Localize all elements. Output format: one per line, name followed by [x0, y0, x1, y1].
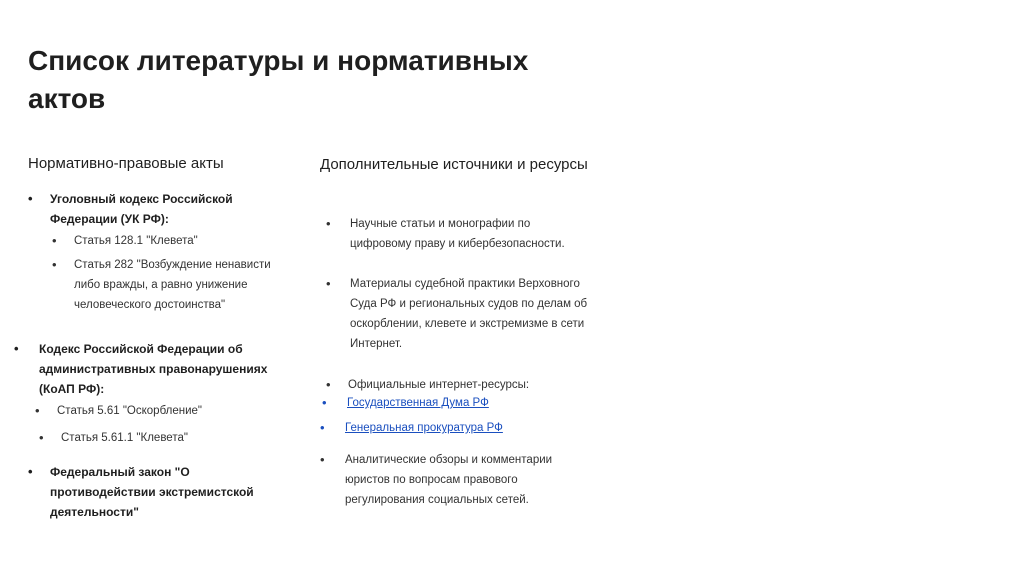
uk-article-2: Статья 282 "Возбуждение ненависти либо вражды, а равно унижение человеческого достоинства" — [74, 259, 271, 311]
left-column-heading: Нормативно-правовые акты — [28, 155, 224, 172]
list-item-court-practice — [326, 274, 600, 354]
list-item-uk — [28, 189, 260, 229]
bullet-icon: • — [28, 191, 33, 206]
list-item-fz — [28, 462, 265, 522]
bullet-icon: • — [326, 377, 331, 392]
duma-link[interactable]: Государственная Дума РФ — [347, 397, 489, 409]
bullet-icon: • — [320, 452, 325, 467]
bullet-icon: • — [14, 341, 19, 356]
list-item-uk-article-1 — [52, 231, 294, 251]
analytical-reviews-text: Аналитические обзоры и комментарии юристов по вопросам правового регулирования социальных сетей. — [345, 454, 553, 506]
koap-article-2: Статья 5.61.1 "Клевета" — [61, 432, 188, 444]
bullet-icon: • — [326, 276, 331, 291]
page-title: Список литературы и нормативных актов — [28, 45, 529, 114]
list-item-analytical-reviews — [320, 450, 577, 510]
list-item-link-duma — [322, 393, 587, 413]
bullet-icon: • — [35, 403, 40, 418]
prosecutor-link[interactable]: Генеральная прокуратура РФ — [345, 422, 503, 434]
bullet-icon: • — [28, 464, 33, 479]
koap-label: Кодекс Российской Федерации об административных правонарушениях (КоАП РФ): — [39, 342, 268, 396]
list-item-scientific-articles — [326, 214, 590, 254]
official-resources-text: Официальные интернет-ресурсы: — [348, 379, 530, 391]
bullet-icon: • — [52, 257, 57, 272]
bullet-icon: • — [322, 395, 327, 410]
uk-label: Уголовный кодекс Российской Федерации (УК РФ): — [50, 192, 233, 226]
list-item-uk-article-2 — [52, 255, 296, 315]
court-practice-text: Материалы судебной практики Верховного Суда РФ и региональных судов по делам об оскорблении, клевете и экстремизме в сети Интернет. — [350, 278, 588, 350]
list-item-koap-article-1 — [35, 401, 277, 421]
bullet-icon: • — [39, 430, 44, 445]
bullet-icon: • — [326, 216, 331, 231]
list-item-koap — [14, 339, 279, 399]
list-item-official-resources — [326, 375, 588, 395]
uk-article-1: Статья 128.1 "Клевета" — [74, 235, 198, 247]
list-item-koap-article-2 — [39, 428, 281, 448]
scientific-articles-text: Научные статьи и монографии по цифровому праву и кибербезопасности. — [350, 218, 565, 250]
fz-label: Федеральный закон "О противодействии экстремистской деятельности" — [50, 465, 254, 519]
bullet-icon: • — [52, 233, 57, 248]
list-item-link-prosecutor — [320, 418, 585, 438]
koap-article-1: Статья 5.61 "Оскорбление" — [57, 405, 203, 417]
bullet-icon: • — [320, 420, 325, 435]
right-column-heading: Дополнительные источники и ресурсы — [320, 156, 588, 173]
